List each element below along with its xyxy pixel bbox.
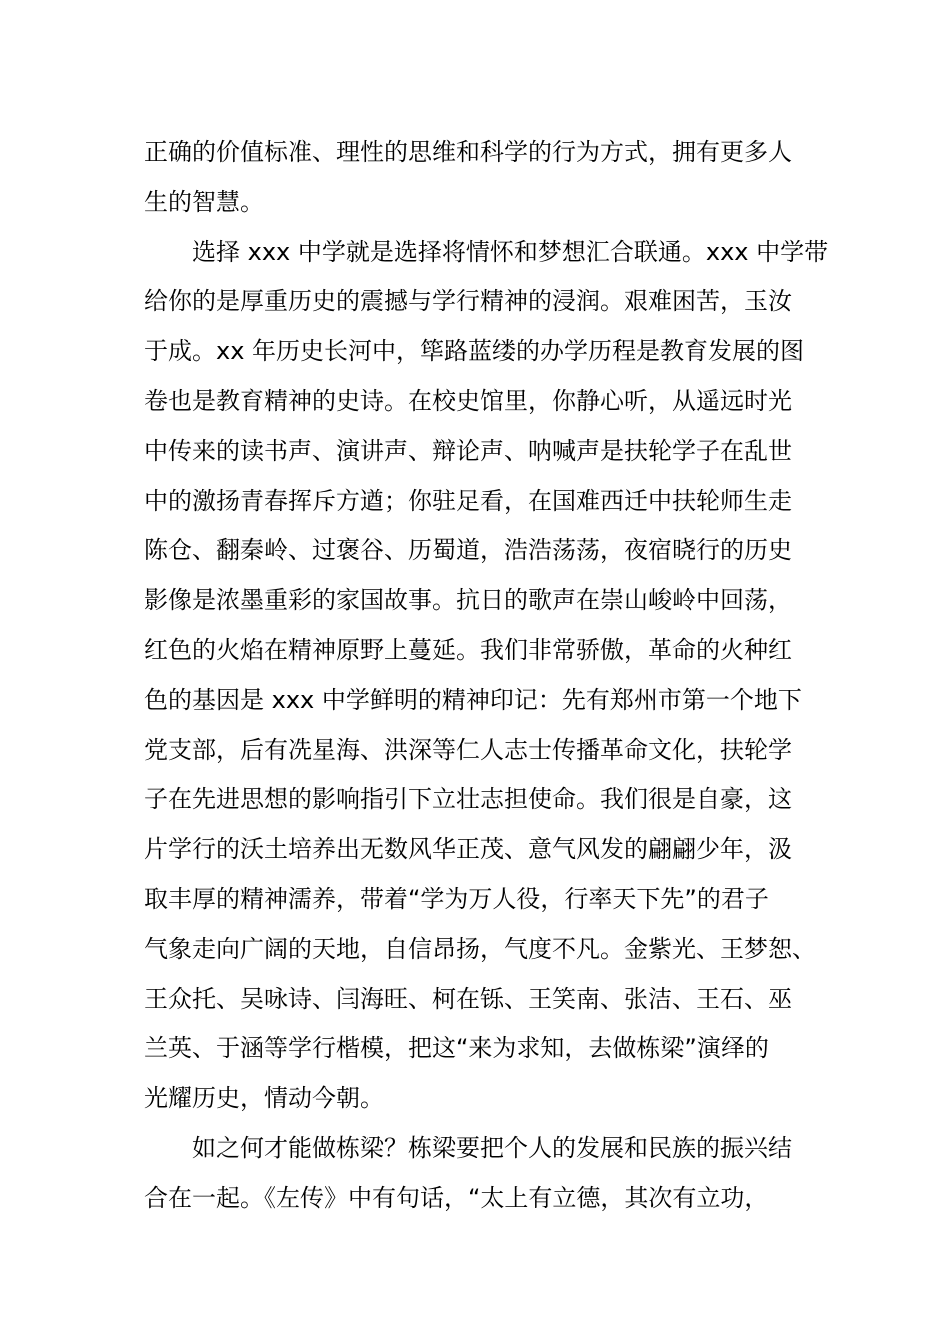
text-line: 于成。xx 年历史长河中，筚路蓝缕的办学历程是教育发展的图	[144, 337, 805, 366]
document-body	[144, 128, 834, 1224]
text-line: 党支部，后有冼星海、洪深等仁人志士传播革命文化，扶轮学	[144, 735, 792, 764]
text-line: 中传来的读书声、演讲声、辩论声、呐喊声是扶轮学子在乱世	[144, 436, 792, 465]
text-line: 影像是浓墨重彩的家国故事。抗日的歌声在崇山峻岭中回荡，	[144, 586, 792, 615]
text-line: 给你的是厚重历史的震撼与学行精神的浸润。艰难困苦，玉汝	[144, 287, 792, 316]
text-line: 红色的火焰在精神原野上蔓延。我们非常骄傲，革命的火种红	[144, 635, 792, 664]
paragraph-2	[144, 228, 834, 1124]
text-line: 陈仓、翻秦岭、过褒谷、历蜀道，浩浩荡荡，夜宿晓行的历史	[144, 536, 792, 565]
text-line: 如之何才能做栋梁？栋梁要把个人的发展和民族的振兴结	[192, 1133, 792, 1162]
paragraph-3	[144, 1124, 834, 1224]
text-line: 气象走向广阔的天地，自信昂扬，气度不凡。金紫光、王梦恕、	[144, 934, 816, 963]
text-line: 卷也是教育精神的史诗。在校史馆里，你静心听，从遥远时光	[144, 386, 792, 415]
text-line: 合在一起。《左传》中有句话，“太上有立德，其次有立功，	[144, 1183, 769, 1212]
text-line: 中的激扬青春挥斥方遒；你驻足看，在国难西迁中扶轮师生走	[144, 486, 792, 515]
text-line: 选择 xxx 中学就是选择将情怀和梦想汇合联通。xxx 中学带	[192, 237, 829, 266]
text-line: 王众托、吴咏诗、闫海旺、柯在铄、王笑南、张洁、王石、巫	[144, 984, 792, 1013]
text-line: 光耀历史，情动今朝。	[144, 1084, 384, 1113]
text-line: 兰英、于涵等学行楷模，把这“来为求知，去做栋梁”演绎的	[144, 1034, 769, 1063]
text-line: 正确的价值标准、理性的思维和科学的行为方式，拥有更多人	[144, 138, 792, 166]
text-line: 片学行的沃土培养出无数风华正茂、意气风发的翩翩少年，汲	[144, 835, 792, 864]
text-line: 取丰厚的精神濡养，带着“学为万人役，行率天下先”的君子	[144, 884, 769, 913]
text-line: 子在先进思想的影响指引下立壮志担使命。我们很是自豪，这	[144, 785, 792, 814]
paragraph-1	[144, 128, 834, 228]
text-line: 色的基因是 xxx 中学鲜明的精神印记：先有郑州市第一个地下	[144, 685, 802, 714]
text-line: 生的智慧。	[144, 187, 264, 216]
